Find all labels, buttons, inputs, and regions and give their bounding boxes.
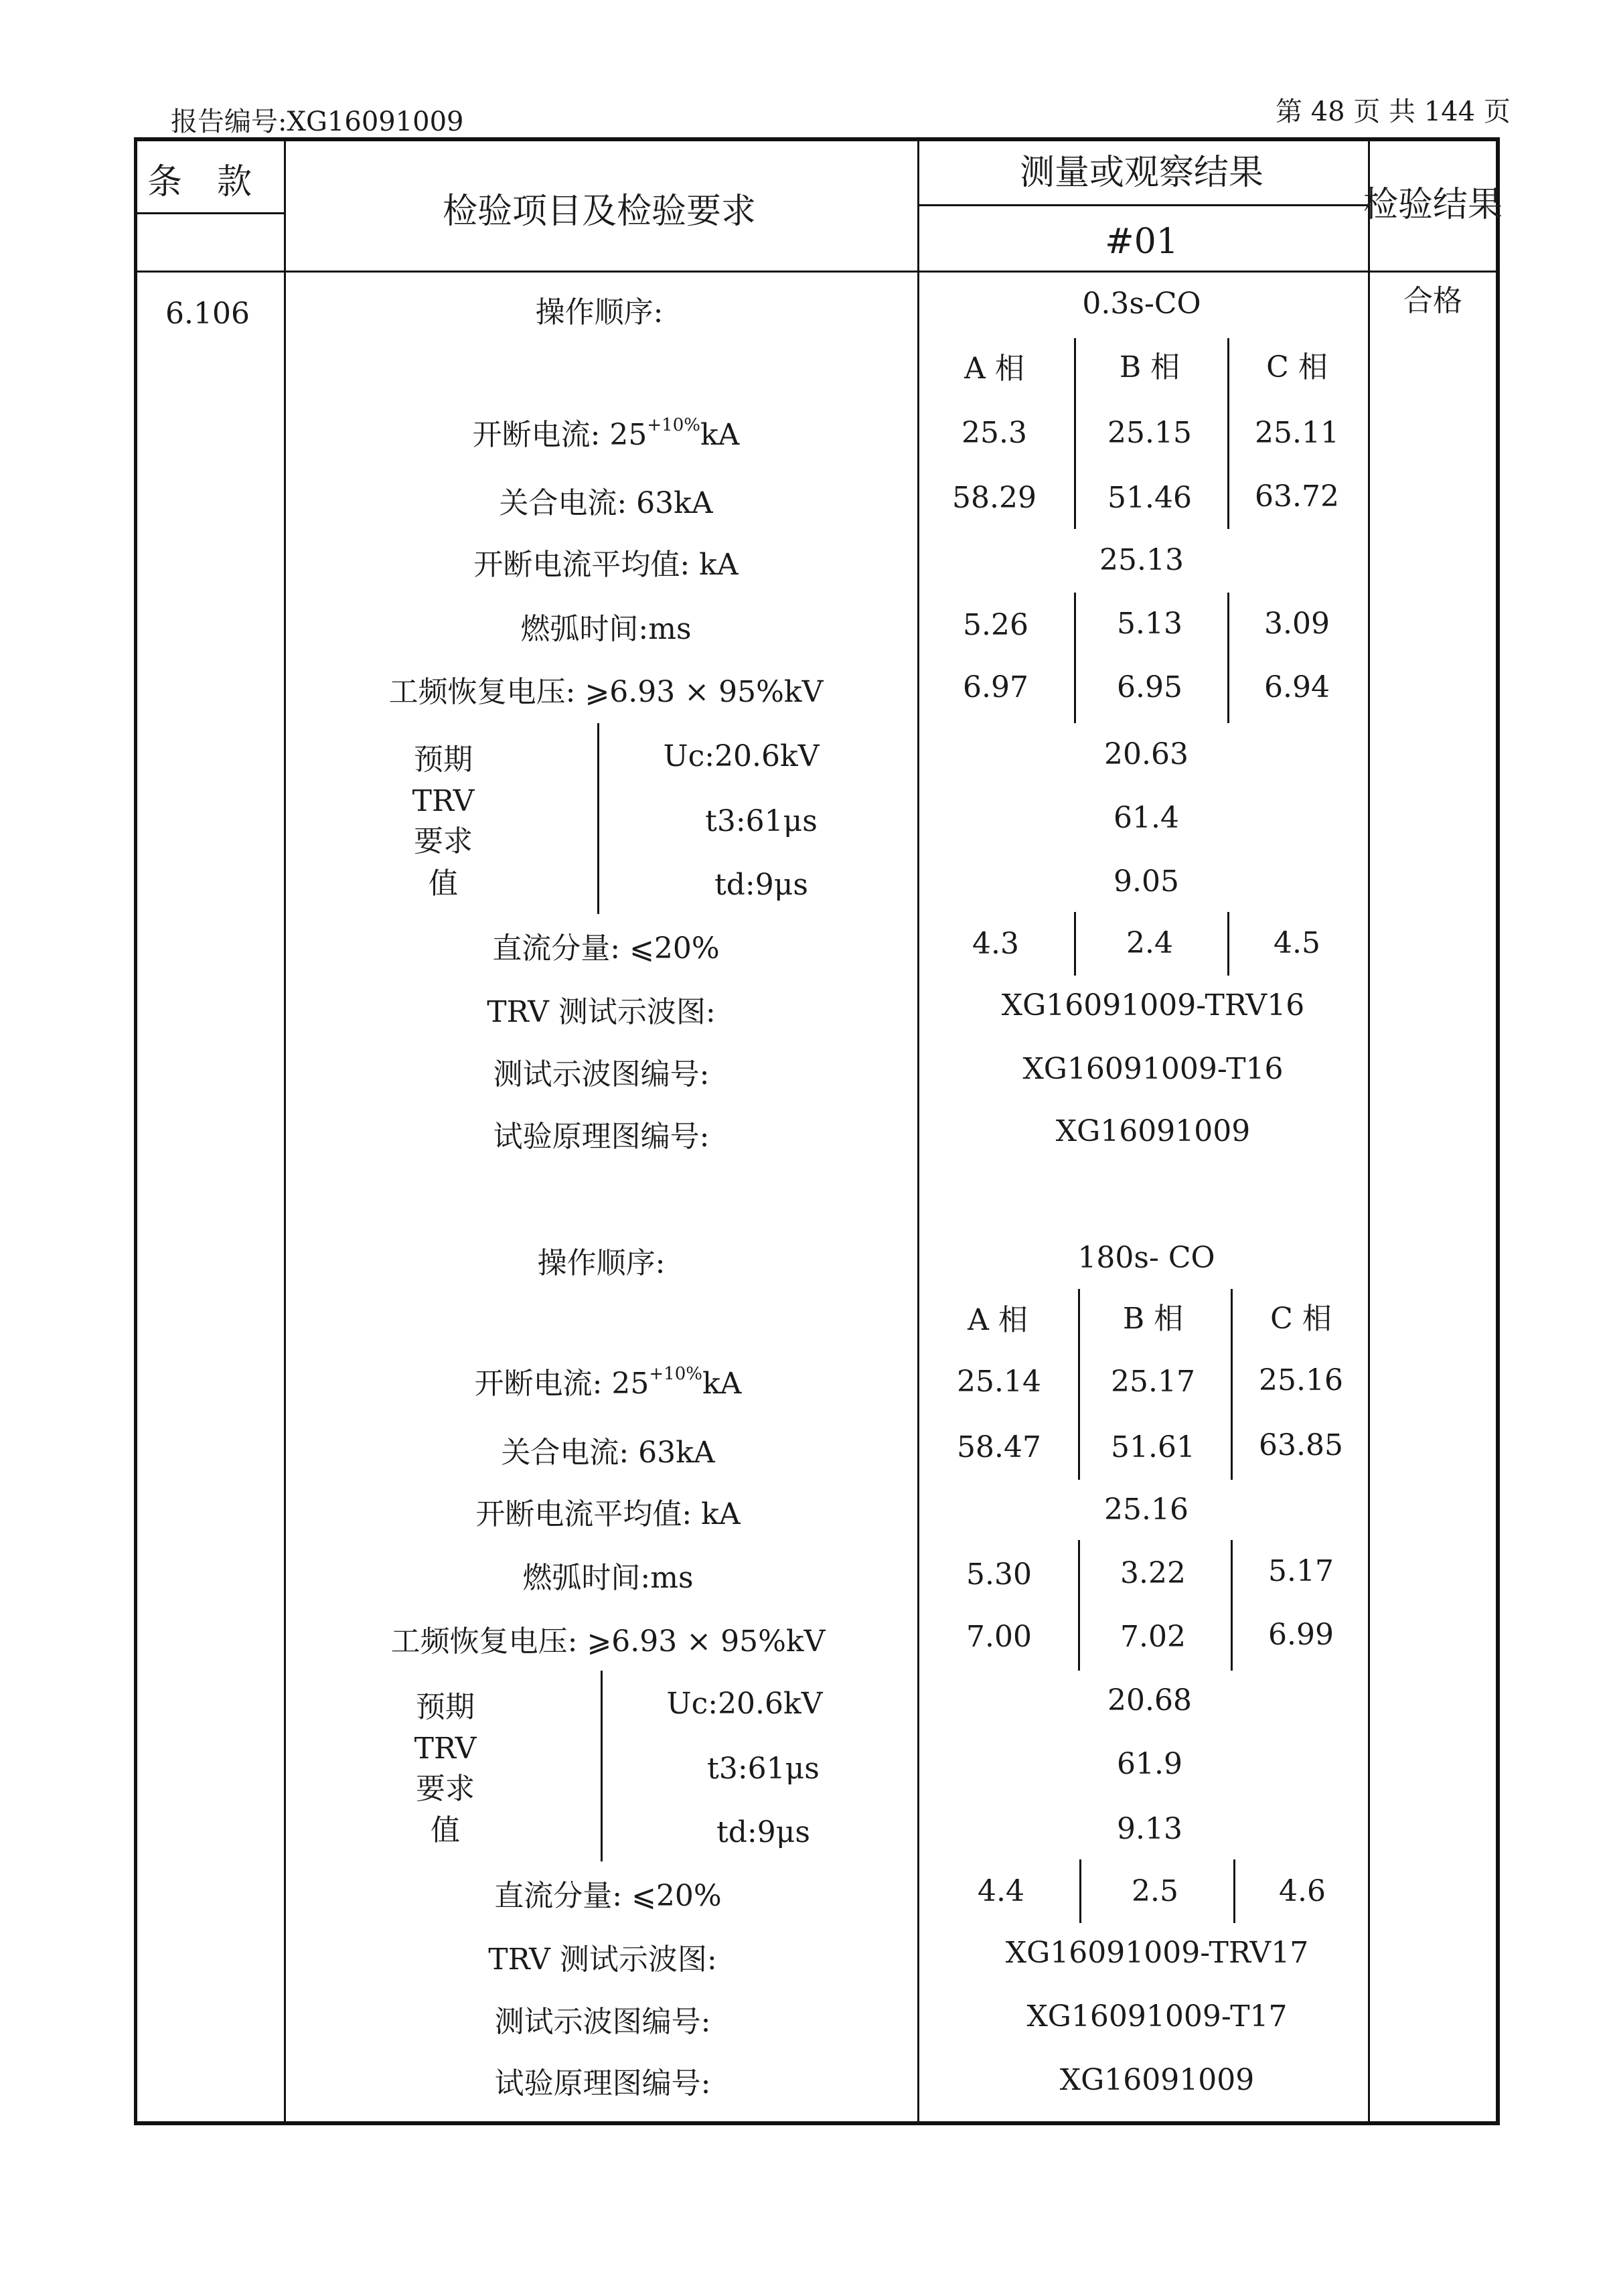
phase-divider [1074, 593, 1076, 723]
td-value: 9.05 [1113, 864, 1179, 899]
break-b: 25.15 [1107, 416, 1192, 450]
col-divider-1 [284, 137, 286, 2125]
measure-header-rule [917, 204, 1369, 206]
make-a: 58.47 [957, 1430, 1041, 1464]
header-bottom-rule [134, 271, 1500, 273]
phase-a-label: A 相 [968, 1303, 1028, 1337]
phase-divider [1078, 1289, 1080, 1480]
trv-osc-label: TRV 测试示波图: [487, 995, 716, 1029]
measure-header: 测量或观察结果 [1019, 153, 1264, 193]
phase-divider [1227, 593, 1229, 723]
item-header: 检验项目及检验要求 [442, 192, 757, 232]
trv-osc-value: XG16091009-TRV16 [1001, 988, 1305, 1022]
break-current-unit: kA [700, 418, 740, 452]
page-indicator: 第 48 页 共 144 页 [1276, 96, 1511, 127]
schematic-value: XG16091009 [1055, 1114, 1251, 1148]
break-current-text: 开断电流: 25 [474, 1367, 649, 1401]
td-label: td:9μs [714, 868, 808, 902]
trv-divider [601, 1671, 603, 1861]
sample-header: #01 [1105, 222, 1178, 262]
op-seq-label: 操作顺序: [535, 295, 664, 329]
phase-divider [1233, 1859, 1235, 1923]
phase-divider [1231, 1540, 1233, 1671]
phase-b-label: B 相 [1119, 350, 1180, 384]
break-current-unit: kA [702, 1367, 742, 1401]
pf-recovery-label: 工频恢复电压: ⩾6.93 × 95%kV [388, 675, 824, 709]
avg-break-value: 25.13 [1099, 543, 1184, 577]
phase-divider [1227, 338, 1229, 529]
table-border-top [134, 137, 1500, 141]
make-current-label: 关合电流: 63kA [499, 486, 713, 520]
pf-b: 6.95 [1117, 670, 1182, 704]
phase-a-label: A 相 [964, 352, 1024, 386]
t3-value: 61.4 [1113, 801, 1179, 835]
test-osc-value: XG16091009-T17 [1026, 1999, 1288, 2034]
op-seq-value: 0.3s-CO [1082, 287, 1201, 321]
test-osc-value: XG16091009-T16 [1022, 1052, 1284, 1086]
avg-break-value: 25.16 [1104, 1493, 1188, 1527]
t3-label: t3:61μs [707, 1752, 820, 1786]
report-number-label: 报告编号: [171, 106, 287, 137]
table-border-right [1496, 137, 1500, 2125]
col-divider-2 [917, 137, 919, 2125]
arc-time-label: 燃弧时间:ms [520, 612, 692, 646]
break-b: 25.17 [1111, 1365, 1195, 1399]
trv-label-4: 值 [431, 1813, 460, 1847]
pf-a: 7.00 [966, 1620, 1032, 1654]
arc-a: 5.30 [966, 1557, 1032, 1592]
trv-divider [597, 723, 599, 914]
table-border-bottom [134, 2121, 1500, 2125]
td-label: td:9μs [716, 1815, 810, 1849]
phase-divider [1079, 1859, 1081, 1923]
phase-c-label: C 相 [1266, 350, 1328, 384]
trv-label-2: TRV [414, 1732, 477, 1766]
avg-break-label: 开断电流平均值: kA [473, 548, 739, 582]
phase-divider [1074, 912, 1076, 976]
phase-b-label: B 相 [1122, 1302, 1184, 1336]
avg-break-label: 开断电流平均值: kA [475, 1497, 741, 1531]
dc-label: 直流分量: ⩽20% [494, 1879, 722, 1913]
arc-time-label: 燃弧时间:ms [522, 1561, 694, 1595]
arc-a: 5.26 [963, 608, 1028, 642]
dc-c: 4.5 [1274, 926, 1320, 960]
make-b: 51.46 [1107, 481, 1192, 515]
break-a: 25.3 [962, 416, 1027, 450]
clause-header-rule [134, 212, 285, 214]
pf-a: 6.97 [963, 670, 1028, 704]
t3-value: 61.9 [1117, 1747, 1182, 1781]
make-c: 63.85 [1259, 1428, 1343, 1462]
break-c: 25.11 [1255, 416, 1339, 450]
break-current-tolerance: +10% [647, 415, 700, 435]
dc-a: 4.3 [972, 927, 1019, 961]
op-seq-value: 180s- CO [1077, 1241, 1215, 1275]
trv-label-3: 要求 [414, 824, 473, 858]
break-current-label [474, 1364, 742, 1401]
arc-b: 3.22 [1120, 1556, 1186, 1590]
phase-divider [1231, 1289, 1233, 1480]
test-osc-label: 测试示波图编号: [493, 1057, 710, 1091]
pf-c: 6.99 [1268, 1618, 1334, 1652]
trv-label-1: 预期 [414, 743, 473, 777]
uc-label: Uc:20.6kV [666, 1687, 823, 1721]
arc-c: 5.17 [1268, 1554, 1334, 1588]
trv-label-4: 值 [429, 866, 458, 901]
schematic-label: 试验原理图编号: [494, 2066, 711, 2100]
dc-c: 4.6 [1279, 1874, 1326, 1908]
pf-b: 7.02 [1120, 1620, 1186, 1654]
break-current-text: 开断电流: 25 [472, 418, 647, 452]
phase-divider [1227, 912, 1229, 976]
schematic-label: 试验原理图编号: [493, 1120, 710, 1154]
table-border-left [134, 137, 137, 2125]
verdict: 合格 [1403, 284, 1462, 318]
trv-label-3: 要求 [416, 1772, 475, 1806]
make-current-label: 关合电流: 63kA [501, 1436, 715, 1470]
report-number-value: XG16091009 [287, 106, 464, 137]
uc-value: 20.63 [1104, 737, 1188, 771]
dc-a: 4.4 [978, 1874, 1024, 1908]
dc-b: 2.4 [1126, 926, 1173, 960]
pf-c: 6.94 [1264, 670, 1330, 704]
op-seq-label: 操作顺序: [537, 1246, 666, 1280]
break-current-label [472, 415, 740, 452]
make-a: 58.29 [952, 481, 1036, 515]
test-osc-label: 测试示波图编号: [494, 2005, 711, 2039]
trv-osc-label: TRV 测试示波图: [488, 1942, 717, 1977]
arc-c: 3.09 [1264, 607, 1330, 641]
td-value: 9.13 [1117, 1812, 1182, 1846]
trv-label-2: TRV [412, 784, 475, 818]
dc-b: 2.5 [1132, 1874, 1178, 1908]
col-divider-3 [1368, 137, 1370, 2125]
uc-label: Uc:20.6kV [663, 739, 820, 773]
break-current-tolerance: +10% [649, 1364, 702, 1384]
break-a: 25.14 [957, 1365, 1041, 1399]
trv-label-1: 预期 [416, 1690, 475, 1724]
make-b: 51.61 [1111, 1430, 1195, 1464]
clause-header: 条 款 [147, 162, 252, 202]
phase-divider [1074, 338, 1076, 529]
phase-c-label: C 相 [1270, 1302, 1332, 1336]
clause-number: 6.106 [165, 297, 250, 331]
dc-label: 直流分量: ⩽20% [492, 931, 720, 966]
pf-recovery-label: 工频恢复电压: ⩾6.93 × 95%kV [390, 1624, 826, 1659]
arc-b: 5.13 [1117, 607, 1182, 641]
trv-osc-value: XG16091009-TRV17 [1005, 1936, 1309, 1970]
break-c: 25.16 [1259, 1363, 1343, 1397]
phase-divider [1078, 1540, 1080, 1671]
uc-value: 20.68 [1107, 1683, 1192, 1717]
schematic-value: XG16091009 [1059, 2063, 1255, 2097]
result-header: 检验结果 [1363, 185, 1503, 225]
t3-label: t3:61μs [705, 804, 818, 838]
report-number [171, 100, 464, 139]
make-c: 63.72 [1255, 479, 1339, 514]
